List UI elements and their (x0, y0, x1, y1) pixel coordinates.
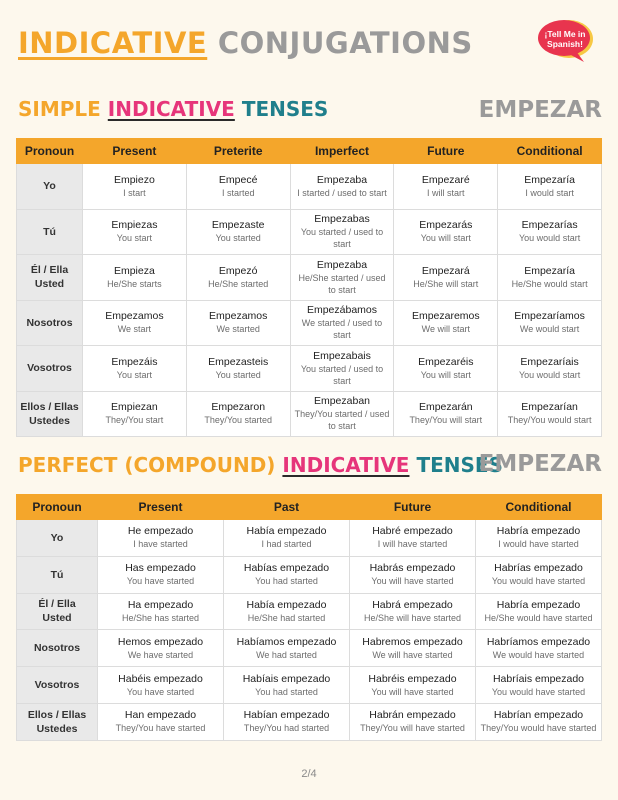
conjugation-cell (98, 630, 224, 667)
section-title-word-2: INDICATIVE (107, 97, 235, 121)
conjugation-cell (186, 346, 290, 392)
translation: We had started (256, 649, 317, 660)
conjugation-cell (224, 520, 350, 557)
translation: I will have started (377, 539, 448, 550)
pronoun-cell (17, 255, 83, 301)
conjugation-cell (476, 593, 602, 630)
verb-form: Empezó (218, 264, 258, 277)
conjugation-cell (290, 346, 394, 392)
translation: We would start (519, 324, 580, 335)
conjugation-cell (83, 164, 187, 210)
verb-form: Empezaba (316, 258, 368, 271)
section-title-word-2: INDICATIVE (282, 453, 410, 477)
section-title-word-1: SIMPLE (18, 97, 101, 121)
conjugation-cell (186, 300, 290, 346)
verb-form: Habrían empezado (493, 709, 584, 722)
translation: I started (221, 187, 255, 198)
translation: I have started (133, 539, 188, 550)
section-title-word-1: PERFECT (COMPOUND) (18, 453, 276, 477)
translation: He/She has started (121, 612, 200, 623)
conjugation-cell (498, 391, 602, 437)
translation: We started / used to start (301, 318, 383, 341)
pronoun-label: Ustedes (29, 414, 70, 427)
translation: He/She will have started (363, 612, 462, 623)
conjugation-cell (498, 255, 602, 301)
conjugation-cell (83, 391, 187, 437)
verb-form: Habrán empezado (369, 709, 456, 722)
translation: We start (117, 324, 152, 335)
verb-form: Habré empezado (372, 525, 453, 538)
section-title-word-3: TENSES (416, 453, 503, 477)
pronoun-label: Usted (34, 278, 65, 291)
verb-form: Empezarían (521, 401, 578, 414)
verb-form: Empiezan (111, 401, 158, 414)
pronoun-label: Tú (43, 225, 56, 238)
translation: I start (123, 187, 146, 198)
verb-form: Habría empezado (496, 598, 581, 611)
verb-form: Empezaba (316, 173, 368, 186)
verb-form: Habéis empezado (118, 672, 203, 685)
verb-form: Empezabas (314, 213, 370, 226)
table-row (17, 300, 602, 346)
conjugation-cell (498, 300, 602, 346)
verb-form: Habías empezado (243, 562, 330, 575)
translation: We have started (127, 649, 194, 660)
header-tense: Future (350, 495, 476, 520)
verb-form: Ha empezado (127, 598, 194, 611)
conjugation-cell (476, 520, 602, 557)
header-tense: Present (98, 495, 224, 520)
pronoun-label: Usted (42, 612, 72, 625)
translation: I started / used to start (297, 187, 387, 198)
verb-form: Habíamos empezado (236, 635, 337, 648)
translation: You would start (518, 233, 581, 244)
conjugation-cell (83, 346, 187, 392)
pronoun-cell (17, 391, 83, 437)
verb-form: Empezarán (418, 401, 473, 414)
translation: You started / used to start (300, 227, 384, 250)
header-tense: Future (394, 139, 498, 164)
conjugation-cell (186, 164, 290, 210)
conjugation-cell (98, 556, 224, 593)
verb-form: Empezará (421, 264, 470, 277)
translation: We would have started (492, 649, 585, 660)
conjugation-cell (498, 346, 602, 392)
conjugation-cell (98, 593, 224, 630)
translation: I would start (525, 187, 574, 198)
translation: You will start (420, 233, 471, 244)
verb-form: Empezáis (111, 355, 158, 368)
header-tense: Conditional (476, 495, 602, 520)
translation: He/She would start (511, 278, 588, 289)
header-pronoun: Pronoun (17, 495, 98, 520)
perfect-tenses-table (16, 494, 602, 741)
pronoun-label: Ellos / Ellas (27, 708, 87, 721)
translation: I will start (427, 187, 465, 198)
verb-form: Empecé (218, 173, 258, 186)
translation: You would start (518, 369, 581, 380)
pronoun-label: Vosotros (34, 679, 80, 692)
conjugation-cell (350, 703, 476, 740)
pronoun-cell (17, 556, 98, 593)
pronoun-cell (17, 300, 83, 346)
section-title-word-3: TENSES (241, 97, 329, 121)
pronoun-label: Yo (50, 531, 64, 544)
verb-form: Habremos empezado (362, 635, 463, 648)
conjugation-cell (476, 703, 602, 740)
conjugation-cell (224, 630, 350, 667)
conjugation-cell (290, 209, 394, 255)
verb-form: Habíais empezado (242, 672, 331, 685)
header-tense: Conditional (498, 139, 602, 164)
translation: You started (215, 369, 261, 380)
conjugation-cell (290, 300, 394, 346)
conjugation-cell (98, 667, 224, 704)
translation: We will start (421, 324, 470, 335)
verb-form: Empezaron (211, 401, 266, 414)
verb-form: Empezaste (211, 219, 265, 232)
pronoun-cell (17, 209, 83, 255)
verb-form: Empezaremos (411, 310, 480, 323)
conjugation-cell (224, 556, 350, 593)
section-title-simple (18, 97, 328, 121)
logo-line-1: ¡Tell Me in (544, 29, 586, 39)
table-row (17, 520, 602, 557)
verb-form: Empezaría (524, 173, 575, 186)
table-row (17, 255, 602, 301)
pronoun-cell (17, 593, 98, 630)
pronoun-label: Él / Ella (30, 264, 69, 277)
verb-form: Empezaré (421, 173, 470, 186)
translation: They/You will start (409, 415, 483, 426)
verb-form: Empezaría (524, 264, 575, 277)
verb-form: Habríamos empezado (486, 635, 591, 648)
verb-form: Empezamos (105, 310, 164, 323)
translation: You will start (420, 369, 471, 380)
pronoun-cell (17, 520, 98, 557)
verb-form: Empiezo (113, 173, 155, 186)
pronoun-label: Nosotros (33, 642, 81, 655)
table-row (17, 164, 602, 210)
conjugation-cell (476, 556, 602, 593)
pronoun-label: Nosotros (26, 316, 73, 329)
conjugation-cell (394, 255, 498, 301)
conjugation-cell (98, 703, 224, 740)
translation: You start (116, 233, 152, 244)
translation: You had started (255, 576, 318, 587)
verb-form: Empezamos (209, 310, 268, 323)
verb-form: Habrías empezado (494, 562, 583, 575)
pronoun-label: Ustedes (36, 722, 78, 735)
pronoun-cell (17, 346, 83, 392)
translation: He/She starts (107, 278, 162, 289)
brand-logo (536, 18, 594, 62)
verb-form: Empezasteis (208, 355, 269, 368)
translation: I had started (261, 539, 312, 550)
translation: You will have started (371, 686, 454, 697)
verb-form: Empiezas (111, 219, 158, 232)
table-row (17, 630, 602, 667)
conjugation-cell (498, 209, 602, 255)
translation: They/You start (105, 415, 164, 426)
verb-label-perfect: EMPEZAR (478, 451, 602, 477)
verb-form: Empezaríais (520, 355, 579, 368)
verb-form: Habían empezado (243, 709, 330, 722)
conjugation-cell (350, 520, 476, 557)
translation: They/You started (204, 415, 273, 426)
conjugation-cell (394, 391, 498, 437)
translation: You would have started (491, 576, 586, 587)
verb-form: Había empezado (246, 598, 327, 611)
conjugation-cell (290, 391, 394, 437)
pronoun-label: Ellos / Ellas (20, 400, 79, 413)
verb-form: Empezabais (313, 349, 371, 362)
verb-label-simple: EMPEZAR (478, 97, 602, 123)
translation: They/You have started (115, 723, 206, 734)
translation: He/She had started (247, 612, 326, 623)
conjugation-cell (83, 255, 187, 301)
table-row (17, 667, 602, 704)
table-row (17, 593, 602, 630)
header-tense: Imperfect (290, 139, 394, 164)
translation: You have started (126, 576, 195, 587)
pronoun-label: Tú (50, 568, 64, 581)
header-tense: Preterite (186, 139, 290, 164)
translation: We will have started (372, 649, 453, 660)
translation: You have started (126, 686, 195, 697)
header-tense: Past (224, 495, 350, 520)
translation: He/She will start (413, 278, 479, 289)
table-row (17, 556, 602, 593)
verb-form: Empezarías (521, 219, 578, 232)
conjugation-cell (498, 164, 602, 210)
translation: They/You started / used to start (294, 409, 390, 432)
verb-form: Empezaríamos (514, 310, 585, 323)
conjugation-cell (350, 593, 476, 630)
translation: We started (216, 324, 260, 335)
logo-line-2: Spanish! (547, 39, 583, 49)
conjugation-cell (394, 164, 498, 210)
verb-form: Has empezado (125, 562, 196, 575)
conjugation-cell (290, 164, 394, 210)
translation: You start (116, 369, 152, 380)
translation: I would have started (498, 539, 579, 550)
conjugation-cell (476, 630, 602, 667)
translation: They/You had started (243, 723, 330, 734)
verb-form: Empezarás (419, 219, 473, 232)
pronoun-label: Él / Ella (38, 598, 76, 611)
verb-form: Empezaban (313, 395, 371, 408)
verb-form: Habría empezado (496, 525, 581, 538)
translation: You would have started (491, 686, 586, 697)
translation: You started / used to start (300, 363, 384, 386)
translation: He/She started (208, 278, 269, 289)
section-title-perfect (18, 453, 503, 477)
pronoun-cell (17, 703, 98, 740)
conjugation-cell (224, 593, 350, 630)
translation: They/You would have started (480, 723, 597, 734)
conjugation-cell (350, 556, 476, 593)
conjugation-cell (186, 391, 290, 437)
verb-form: Habríais empezado (492, 672, 585, 685)
conjugation-cell (83, 300, 187, 346)
verb-form: Había empezado (246, 525, 327, 538)
table-row (17, 391, 602, 437)
pronoun-cell (17, 164, 83, 210)
conjugation-cell (83, 209, 187, 255)
page-number: 2/4 (301, 768, 317, 780)
table-header-row (17, 495, 602, 520)
conjugation-cell (186, 255, 290, 301)
conjugation-cell (394, 209, 498, 255)
verb-form: Habrá empezado (372, 598, 453, 611)
table-row (17, 346, 602, 392)
translation: He/She started / used to start (298, 272, 386, 295)
table-row (17, 703, 602, 740)
conjugation-cell (224, 703, 350, 740)
header-pronoun: Pronoun (17, 139, 83, 164)
conjugation-cell (224, 667, 350, 704)
translation: You had started (255, 686, 318, 697)
conjugation-cell (186, 209, 290, 255)
page-title (18, 26, 473, 60)
translation: You started (215, 233, 261, 244)
page-title-accent: INDICATIVE (18, 26, 208, 60)
conjugation-cell (350, 667, 476, 704)
simple-tenses-table (16, 138, 602, 437)
conjugation-cell (394, 346, 498, 392)
translation: He/She would have started (484, 612, 593, 623)
pronoun-cell (17, 630, 98, 667)
pronoun-label: Vosotros (27, 362, 72, 375)
conjugation-cell (290, 255, 394, 301)
header-tense: Present (83, 139, 187, 164)
logo-text (538, 29, 592, 49)
table-row (17, 209, 602, 255)
verb-form: Empieza (113, 264, 155, 277)
verb-form: Hemos empezado (117, 635, 204, 648)
conjugation-cell (394, 300, 498, 346)
conjugation-cell (476, 667, 602, 704)
translation: They/You will have started (360, 723, 465, 734)
table-header-row (17, 139, 602, 164)
translation: They/You would start (507, 415, 592, 426)
verb-form: He empezado (127, 525, 194, 538)
pronoun-cell (17, 667, 98, 704)
verb-form: Han empezado (124, 709, 197, 722)
conjugation-cell (350, 630, 476, 667)
verb-form: Empezaréis (418, 355, 474, 368)
verb-form: Empezábamos (306, 304, 378, 317)
page-title-rest: CONJUGATIONS (217, 26, 473, 60)
pronoun-label: Yo (43, 180, 56, 193)
translation: You will have started (371, 576, 454, 587)
verb-form: Habréis empezado (368, 672, 457, 685)
verb-form: Habrás empezado (369, 562, 456, 575)
conjugation-cell (98, 520, 224, 557)
